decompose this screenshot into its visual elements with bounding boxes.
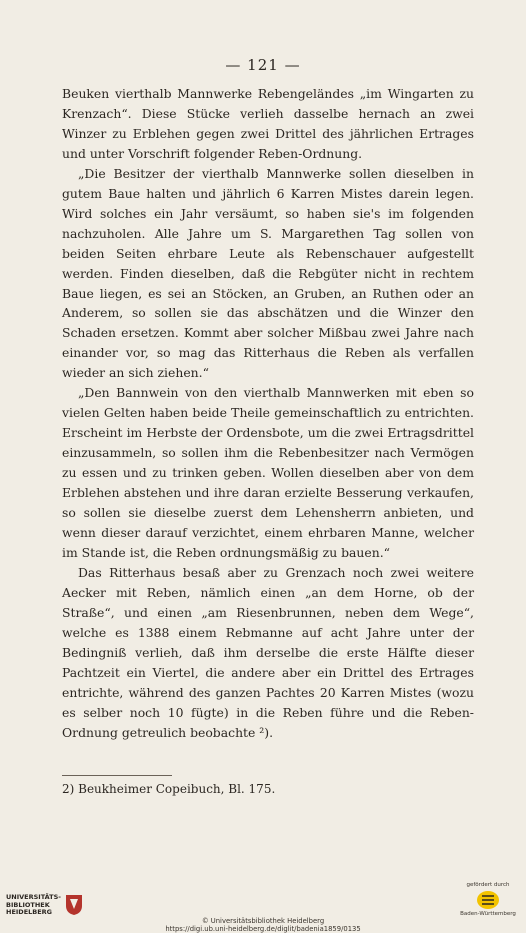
library-shield-icon <box>65 894 83 916</box>
paragraph-1: Beuken vierthalb Mannwerke Rebengeländes „im Wingarten zu Krenzach“. Diese Stücke verlieh dasselbe hernach an zwei Winzer zu Erblehen gegen zwei Drittel des jährlichen Ertrages und unter Vorschrift folgender Reben-Ordnung. <box>62 86 474 161</box>
page-number: — 121 — <box>225 56 301 74</box>
copyright-text: © Universitätsbibliothek Heidelberg <box>201 917 325 925</box>
library-logo[interactable] <box>6 894 83 917</box>
paragraph-3: „Den Bannwein von den vierthalb Mannwerken mit eben so vielen Gelten haben beide Theile gemeinschaftlich zu entrichten. Erscheint im Herbste der Ordensbote, um die zwei Ertragsdrittel einzusammeln, so sollen ihm die Rebenbesitzer nach Vermögen zu essen und zu trinken geben. Wollen dieselben aber von dem Erblehen abstehen und ihre daran erzielte Besserung verkaufen, so sollen sie dieselbe zuerst dem Lehensherrn anbieten, und wenn dieser darauf verzichtet, einem ehrbaren Manne, welcher im Stande ist, die Reben ordnungsmäßig zu bauen.“ <box>62 385 474 560</box>
library-name: UNIVERSITÄTS- BIBLIOTHEK HEIDELBERG <box>6 893 61 916</box>
paragraph-2: „Die Besitzer der vierthalb Mannwerke sollen dieselben in gutem Baue halten und jährlich 6 Karren Mistes darein legen. Wird solches ein Jahr versäumt, so haben sie's im folgenden nachzuholen. Alle Jahre um S. Margarethen Tag sollen von beiden Seiten ehrbare Leute als Rebenschauer aufgestellt werden. Finden dieselben, daß die Rebgüter nicht in rechtem Baue liegen, es sei an Stöcken, an Gruben, an Ruthen oder an Anderem, so sollen sie das abschätzen und die Winzer den Schaden ersetzen. Kommt aber solcher Mißbau zwei Jahre nach einander vor, so mag das Ritterhaus die Reben als verfallen wieder an sich ziehen.“ <box>62 165 474 381</box>
sponsor-label: gefördert durch <box>466 882 510 888</box>
footer <box>0 880 526 933</box>
sponsor-name: Baden-Württemberg <box>460 911 516 917</box>
baden-wuerttemberg-emblem-icon <box>473 890 503 910</box>
copyright-notice <box>140 917 386 933</box>
footnote-rule <box>62 775 172 776</box>
body-text <box>62 84 474 742</box>
paragraph-4: Das Ritterhaus besaß aber zu Grenzach noch zwei weitere Aecker mit Reben, nämlich einen „an dem Horne, ob der Straße“, und einen „am Riesenbrunnen, neben dem Wege“, welche es 1388 einem Rebmanne auf acht Jahre unter der Bedingniß verlieh, daß ihm derselbe die erste Hälfte dieser Pachtzeit ein Viertel, die andere aber ein Drittel des Ertrages entrichte, während des ganzen Pachtes 20 Karren Mistes (wozu es selber noch 10 fügte) in die Reben führe und die Reben-Ordnung getreulich beobachte ²). <box>62 564 474 740</box>
sponsor-logo[interactable] <box>460 882 516 918</box>
footnote: 2) Beukheimer Copeibuch, Bl. 175. <box>62 782 276 796</box>
source-url[interactable]: https://digi.ub.uni-heidelberg.de/diglit/badenia1859/0135 <box>165 925 361 933</box>
